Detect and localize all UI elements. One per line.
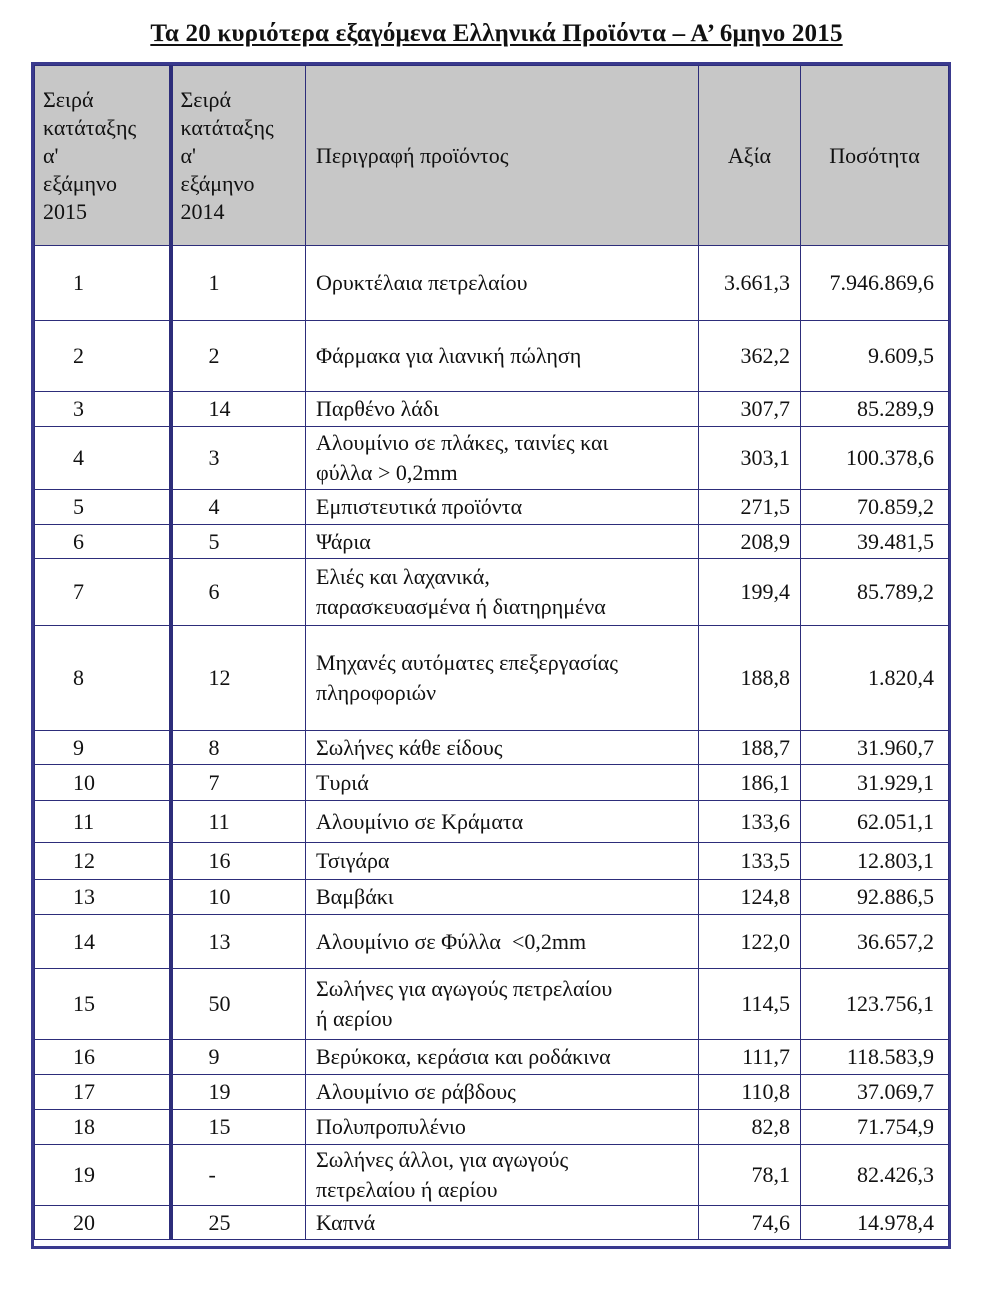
table-row — [35, 765, 949, 801]
rank-2014-cell: 11 — [171, 801, 306, 843]
table-row — [35, 915, 949, 969]
quantity-cell: 123.756,1 — [801, 969, 949, 1040]
description-line: Αλουμίνιο σε Κράματα — [316, 808, 524, 834]
description-line: Σωλήνες για αγωγούς πετρελαίου — [316, 976, 613, 1001]
table-row — [35, 427, 949, 490]
quantity-cell: 12.803,1 — [801, 843, 949, 880]
rank-2014-cell: 4 — [171, 490, 306, 525]
rank-2014-cell: 50 — [171, 969, 306, 1040]
rank-2014-cell: 3 — [171, 427, 306, 490]
table-row — [35, 321, 949, 392]
exports-table — [34, 65, 949, 1240]
value-cell: 124,8 — [699, 880, 801, 915]
value-cell: 111,7 — [699, 1040, 801, 1075]
quantity-cell: 70.859,2 — [801, 490, 949, 525]
table-row — [35, 525, 949, 559]
rank-2015-cell: 3 — [35, 392, 171, 427]
value-cell: 114,5 — [699, 969, 801, 1040]
quantity-cell: 82.426,3 — [801, 1145, 949, 1206]
value-cell: 78,1 — [699, 1145, 801, 1206]
description-cell — [306, 321, 699, 392]
rank-2015-cell: 13 — [35, 880, 171, 915]
value-cell: 82,8 — [699, 1110, 801, 1145]
rank-2015-cell: 12 — [35, 843, 171, 880]
description-line: Φάρμακα για λιανική πώληση — [316, 343, 582, 368]
rank-2014-cell: 5 — [171, 525, 306, 559]
table-row — [35, 626, 949, 731]
rank-2015-cell: 5 — [35, 490, 171, 525]
description-cell — [306, 1206, 699, 1240]
table-row — [35, 1040, 949, 1075]
description-line: Πολυπροπυλένιο — [316, 1114, 466, 1139]
description-line: Αλουμίνιο σε πλάκες, ταινίες και — [316, 430, 609, 455]
table-row — [35, 490, 949, 525]
page-title: Τα 20 κυριότερα εξαγόμενα Ελληνικά Προϊόντα – Α’ 6μηνο 2015 — [150, 20, 843, 47]
table-row — [35, 1145, 949, 1206]
rank-2014-cell: 25 — [171, 1206, 306, 1240]
rank-2014-cell: 16 — [171, 843, 306, 880]
description-line: Τυριά — [316, 769, 369, 795]
rank-2014-cell: 6 — [171, 559, 306, 626]
rank-2014-cell: 12 — [171, 626, 306, 731]
description-cell — [306, 731, 699, 765]
header-rank-2014: Σειρά κατάταξης α' εξάμηνο 2014 — [171, 66, 306, 246]
rank-2014-cell: 9 — [171, 1040, 306, 1075]
description-line: πετρελαίου ή αερίου — [316, 1177, 498, 1202]
rank-2015-cell: 20 — [35, 1206, 171, 1240]
rank-2015-cell: 4 — [35, 427, 171, 490]
table-row — [35, 801, 949, 843]
table-row — [35, 880, 949, 915]
quantity-cell: 1.820,4 — [801, 626, 949, 731]
description-cell — [306, 880, 699, 915]
description-line: πληροφοριών — [316, 680, 437, 705]
rank-2015-cell: 8 — [35, 626, 171, 731]
rank-2015-cell: 16 — [35, 1040, 171, 1075]
rank-2014-cell: 15 — [171, 1110, 306, 1145]
quantity-cell: 9.609,5 — [801, 321, 949, 392]
value-cell: 362,2 — [699, 321, 801, 392]
rank-2014-cell: 13 — [171, 915, 306, 969]
description-cell — [306, 427, 699, 490]
rank-2015-cell: 7 — [35, 559, 171, 626]
header-quantity: Ποσότητα — [801, 66, 949, 246]
quantity-cell: 37.069,7 — [801, 1075, 949, 1110]
value-cell: 271,5 — [699, 490, 801, 525]
table-row — [35, 843, 949, 880]
quantity-cell: 100.378,6 — [801, 427, 949, 490]
value-cell: 110,8 — [699, 1075, 801, 1110]
description-line: Βερύκοκα, κεράσια και ροδάκινα — [316, 1044, 611, 1069]
description-cell — [306, 801, 699, 843]
description-cell — [306, 1110, 699, 1145]
rank-2014-cell: 19 — [171, 1075, 306, 1110]
quantity-cell: 7.946.869,6 — [801, 246, 949, 321]
description-line: Ορυκτέλαια πετρελαίου — [316, 270, 528, 295]
value-cell: 303,1 — [699, 427, 801, 490]
value-cell: 133,5 — [699, 843, 801, 880]
header-value: Αξία — [699, 66, 801, 246]
rank-2015-cell: 18 — [35, 1110, 171, 1145]
description-line: Ψάρια — [316, 528, 371, 554]
description-cell — [306, 246, 699, 321]
quantity-cell: 118.583,9 — [801, 1040, 949, 1075]
table-row — [35, 392, 949, 427]
rank-2015-cell: 6 — [35, 525, 171, 559]
rank-2014-cell: 2 — [171, 321, 306, 392]
rank-2014-cell: 14 — [171, 392, 306, 427]
quantity-cell: 85.789,2 — [801, 559, 949, 626]
description-cell — [306, 392, 699, 427]
header-rank-2015: Σειρά κατάταξης α' εξάμηνο 2015 — [35, 66, 171, 246]
header-description: Περιγραφή προϊόντος — [306, 66, 699, 246]
header-row — [35, 66, 949, 246]
description-cell — [306, 765, 699, 801]
description-line: ή αερίου — [316, 1006, 393, 1031]
quantity-cell: 31.960,7 — [801, 731, 949, 765]
table-row — [35, 731, 949, 765]
description-cell — [306, 843, 699, 880]
description-cell — [306, 525, 699, 559]
rank-2015-cell: 1 — [35, 246, 171, 321]
table-row — [35, 559, 949, 626]
value-cell: 208,9 — [699, 525, 801, 559]
value-cell: 199,4 — [699, 559, 801, 626]
table-row — [35, 246, 949, 321]
rank-2015-cell: 14 — [35, 915, 171, 969]
table-row — [35, 1110, 949, 1145]
value-cell: 188,8 — [699, 626, 801, 731]
rank-2014-cell: 8 — [171, 731, 306, 765]
rank-2014-cell: 7 — [171, 765, 306, 801]
description-cell — [306, 1145, 699, 1206]
quantity-cell: 85.289,9 — [801, 392, 949, 427]
quantity-cell: 62.051,1 — [801, 801, 949, 843]
description-line: Ελιές και λαχανικά, — [316, 564, 490, 589]
value-cell: 188,7 — [699, 731, 801, 765]
description-line: Σωλήνες άλλοι, για αγωγούς — [316, 1147, 569, 1172]
description-line: Βαμβάκι — [316, 884, 394, 909]
rank-2015-cell: 17 — [35, 1075, 171, 1110]
value-cell: 122,0 — [699, 915, 801, 969]
value-cell: 74,6 — [699, 1206, 801, 1240]
quantity-cell: 71.754,9 — [801, 1110, 949, 1145]
rank-2015-cell: 15 — [35, 969, 171, 1040]
description-cell — [306, 490, 699, 525]
table-row — [35, 1075, 949, 1110]
description-line: Εμπιστευτικά προϊόντα — [316, 494, 523, 519]
table-frame — [31, 62, 951, 1249]
description-cell — [306, 1075, 699, 1110]
description-line: Τσιγάρα — [316, 848, 390, 873]
quantity-cell: 14.978,4 — [801, 1206, 949, 1240]
rank-2015-cell: 10 — [35, 765, 171, 801]
description-cell — [306, 626, 699, 731]
description-line: παρασκευασμένα ή διατηρημένα — [316, 594, 606, 619]
rank-2014-cell: - — [171, 1145, 306, 1206]
description-line: Μηχανές αυτόματες επεξεργασίας — [316, 650, 619, 675]
table-row — [35, 1206, 949, 1240]
quantity-cell: 31.929,1 — [801, 765, 949, 801]
description-line: Σωλήνες κάθε είδους — [316, 734, 503, 760]
value-cell: 3.661,3 — [699, 246, 801, 321]
rank-2014-cell: 1 — [171, 246, 306, 321]
rank-2015-cell: 2 — [35, 321, 171, 392]
value-cell: 307,7 — [699, 392, 801, 427]
rank-2015-cell: 19 — [35, 1145, 171, 1206]
rank-2015-cell: 11 — [35, 801, 171, 843]
description-line: Καπνά — [316, 1209, 376, 1235]
quantity-cell: 39.481,5 — [801, 525, 949, 559]
description-line: Αλουμίνιο σε Φύλλα <0,2mm — [316, 928, 587, 954]
description-line: Παρθένο λάδι — [316, 396, 440, 421]
description-cell — [306, 1040, 699, 1075]
description-line: Αλουμίνιο σε ράβδους — [316, 1079, 516, 1104]
rank-2015-cell: 9 — [35, 731, 171, 765]
value-cell: 186,1 — [699, 765, 801, 801]
quantity-cell: 36.657,2 — [801, 915, 949, 969]
rank-2014-cell: 10 — [171, 880, 306, 915]
description-cell — [306, 915, 699, 969]
description-cell — [306, 559, 699, 626]
quantity-cell: 92.886,5 — [801, 880, 949, 915]
description-cell — [306, 969, 699, 1040]
value-cell: 133,6 — [699, 801, 801, 843]
table-row — [35, 969, 949, 1040]
description-line: φύλλα > 0,2mm — [316, 460, 458, 485]
